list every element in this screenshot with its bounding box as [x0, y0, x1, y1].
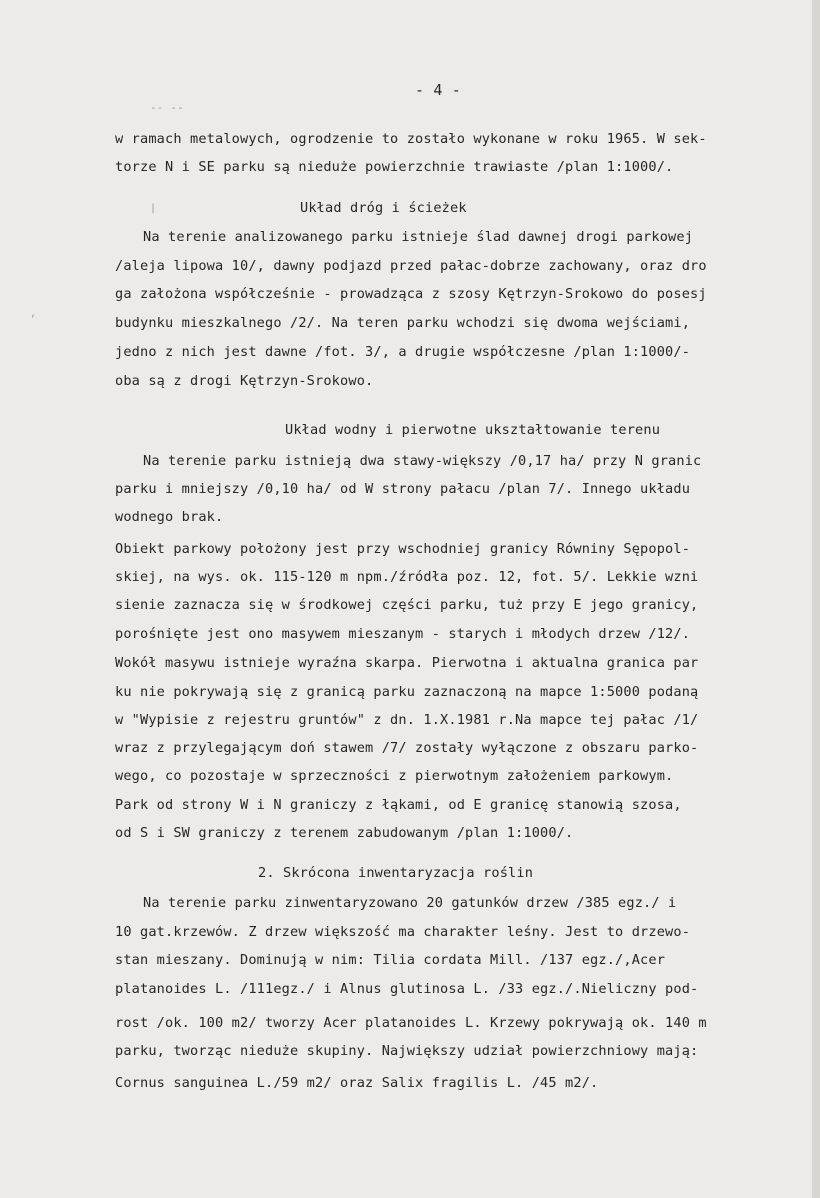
text-line: oba są z drogi Kętrzyn-Srokowo.	[115, 373, 374, 389]
text-line: /aleja lipowa 10/, dawny podjazd przed pałac-dobrze zachowany, oraz dro	[115, 258, 707, 274]
text-line: w "Wypisie z rejestru gruntów" z dn. 1.X.1981 r.Na mapce tej pałac /1/	[115, 712, 699, 728]
text-line: Na terenie parku istnieją dwa stawy-większy /0,17 ha/ przy N granic	[143, 453, 702, 469]
section-heading-inventory: 2. Skrócona inwentaryzacja roślin	[258, 865, 534, 881]
text-line: Obiekt parkowy położony jest przy wschodniej granicy Równiny Sępopol-	[115, 541, 691, 557]
page-number: - 4 -	[415, 81, 461, 99]
text-line: Na terenie parku zinwentaryzowano 20 gatunków drzew /385 egz./ i	[143, 895, 677, 911]
text-line: platanoides L. /111egz./ i Alnus glutinosa L. /33 egz./.Nieliczny pod-	[115, 981, 699, 997]
text-line: Cornus sanguinea L./59 m2/ oraz Salix fragilis L. /45 m2/.	[115, 1075, 599, 1091]
text-line: rost /ok. 100 m2/ tworzy Acer platanoides L. Krzewy pokrywają ok. 140 m	[115, 1015, 707, 1031]
text-line: parku, tworząc nieduże skupiny. Największy udział powierzchniowy mają:	[115, 1043, 699, 1059]
text-line: od S i SW graniczy z terenem zabudowanym /plan 1:1000/.	[115, 825, 574, 841]
margin-speck: |	[150, 203, 157, 214]
text-line: budynku mieszkalnego /2/. Na teren parku wchodzi się dwoma wejściami,	[115, 315, 691, 331]
text-line: ku nie pokrywają się z granicą parku zaznaczoną na mapce 1:5000 podaną	[115, 684, 699, 700]
text-line: Wokół masywu istnieje wyraźna skarpa. Pierwotna i aktualna granica par	[115, 655, 699, 671]
text-line: sienie zaznacza się w środkowej części parku, tuż przy E jego granicy,	[115, 597, 699, 613]
text-line: ga założona współcześnie - prowadząca z szosy Kętrzyn-Srokowo do posesj	[115, 286, 707, 302]
text-line: 10 gat.krzewów. Z drzew większość ma charakter leśny. Jest to drzewo-	[115, 924, 691, 940]
text-line: jedno z nich jest dawne /fot. 3/, a drugie współczesne /plan 1:1000/-	[115, 344, 691, 360]
text-line: skiej, na wys. ok. 115-120 m npm./źródła poz. 12, fot. 5/. Lekkie wzni	[115, 569, 699, 585]
text-line: w ramach metalowych, ogrodzenie to zostało wykonane w roku 1965. W sek-	[115, 131, 707, 147]
text-line: parku i mniejszy /0,10 ha/ od W strony pałacu /plan 7/. Innego układu	[115, 481, 691, 497]
text-line: Park od strony W i N graniczy z łąkami, od E granicę stanowią szosa,	[115, 797, 682, 813]
stray-mark: -- --	[150, 101, 184, 114]
margin-speck: ,	[30, 308, 37, 319]
text-line: porośnięte jest ono masywem mieszanym - starych i młodych drzew /12/.	[115, 626, 691, 642]
text-line: stan mieszany. Dominują w nim: Tilia cordata Mill. /137 egz./,Acer	[115, 952, 666, 968]
text-line: wego, co pozostaje w sprzeczności z pierwotnym założeniem parkowym.	[115, 768, 674, 784]
text-line: torze N i SE parku są nieduże powierzchnie trawiaste /plan 1:1000/.	[115, 159, 674, 175]
scan-edge	[812, 0, 820, 1198]
text-line: Na terenie analizowanego parku istnieje ślad dawnej drogi parkowej	[143, 229, 694, 245]
section-heading-roads: Układ dróg i ścieżek	[300, 200, 467, 216]
section-heading-water: Układ wodny i pierwotne ukształtowanie terenu	[285, 422, 661, 438]
text-line: wraz z przylegającym doń stawem /7/ zostały wyłączone z obszaru parko-	[115, 740, 699, 756]
text-line: wodnego brak.	[115, 509, 224, 525]
